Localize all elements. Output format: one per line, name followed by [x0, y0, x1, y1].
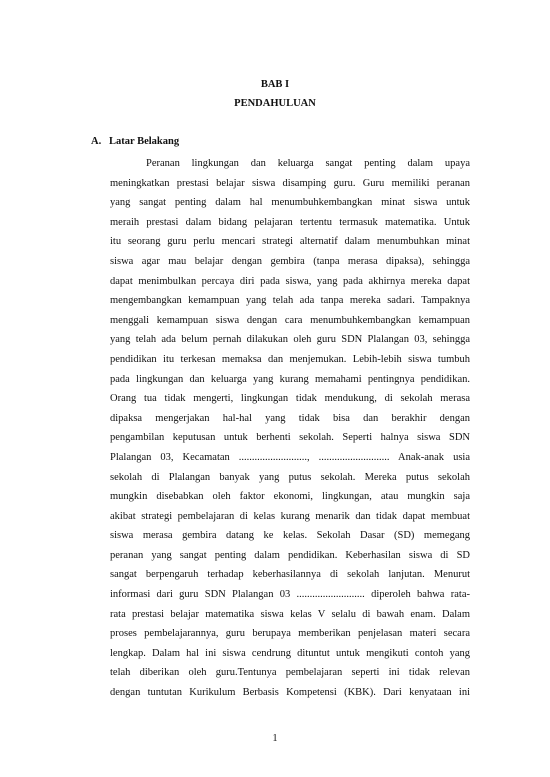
paragraph-line: meraih prestasi dalam bidang pelajaran tertentu termasuk matematika. Untuk: [110, 216, 470, 228]
section-heading: [91, 136, 179, 147]
section-title: Latar Belakang: [109, 136, 180, 147]
paragraph-line: peranan yang sangat penting dalam pendidikan. Keberhasilan siswa di SD: [110, 549, 470, 561]
paragraph-line: akibat strategi pembelajaran di kelas kurang menarik dan tidak dapat membuat: [110, 510, 470, 522]
paragraph-line: yang telah ada belum pernah dilakukan oleh guru SDN Plalangan 03, sehingga: [110, 334, 470, 346]
paragraph-line: mengembangkan kemampuan yang telah ada tanpa mereka sadari. Tampaknya: [110, 295, 470, 307]
paragraph-line: menggali kemampuan siswa dengan cara menumbuhkembangkan kemampuan: [110, 314, 470, 326]
paragraph-line: mungkin disebabkan oleh faktor ekonomi, lingkungan, atau mungkin saja: [110, 491, 470, 503]
paragraph-line: Orang tua tidak mengerti, lingkungan tidak mendukung, di sekolah merasa: [110, 393, 470, 405]
paragraph-line: sekolah di Plalangan banyak yang putus sekolah. Mereka putus sekolah: [110, 471, 470, 483]
paragraph-line: dengan tuntutan Kurikulum Berbasis Kompetensi (KBK). Dari kenyataan ini: [110, 687, 470, 699]
paragraph-line: dipaksa mengerjakan hal-hal yang tidak bisa dan berakhir dengan: [110, 412, 470, 424]
chapter-number: BAB I: [260, 79, 290, 90]
paragraph-line: informasi dari guru SDN Plalangan 03 .......................... diperoleh bahwa rata-: [110, 589, 470, 601]
paragraph-line: telah diberikan oleh guru.Tentunya pembelajaran seperti ini tidak relevan: [110, 667, 470, 679]
paragraph-line: lengkap. Dalam hal ini siswa cendrung dituntut untuk mengikuti contoh yang: [110, 647, 470, 659]
paragraph-line: meningkatkan prestasi belajar siswa disamping guru. Guru memiliki peranan: [110, 177, 470, 189]
section-letter: A.: [91, 136, 102, 147]
paragraph-line: proses pembelajarannya, guru berupaya memberikan penjelasan materi secara: [110, 628, 470, 640]
paragraph-line: rata prestasi belajar matematika siswa kelas V selalu di bawah enam. Dalam: [110, 608, 470, 620]
paragraph-line: pada lingkungan dan keluarga yang kurang memahami pentingnya pendidikan.: [110, 373, 470, 385]
paragraph-line: yang sangat penting dalam hal menumbuhkembangkan minat siswa untuk: [110, 197, 470, 209]
body-paragraph: [110, 154, 470, 703]
paragraph-line: Peranan lingkungan dan keluarga sangat penting dalam upaya: [146, 158, 470, 169]
paragraph-line: dapat menimbulkan percaya diri pada siswa, yang pada akhirnya mereka dapat: [110, 275, 470, 287]
paragraph-line: pendidikan itu terkesan memaksa dan menjemukan. Lebih-lebih siswa tumbuh: [110, 353, 470, 365]
paragraph-line: siswa agar mau belajar dengan gembira (tanpa merasa dipaksa), sehingga: [110, 255, 470, 267]
paragraph-line: siswa merasa gembira datang ke kelas. Sekolah Dasar (SD) memegang: [110, 530, 470, 542]
page-number: 1: [272, 733, 278, 744]
paragraph-line: pengambilan keputusan untuk berhenti sekolah. Seperti halnya siswa SDN: [110, 432, 470, 444]
paragraph-line: itu seorang guru perlu mencari strategi alternatif dalam menumbuhkan minat: [110, 236, 470, 248]
chapter-title: PENDAHULUAN: [234, 98, 316, 109]
paragraph-line: sangat berpengaruh terhadap keberhasilannya di sekolah lanjutan. Menurut: [110, 569, 470, 581]
paragraph-line: Plalangan 03, Kecamatan .........................., ........................... Anak-anak usia: [110, 451, 470, 463]
